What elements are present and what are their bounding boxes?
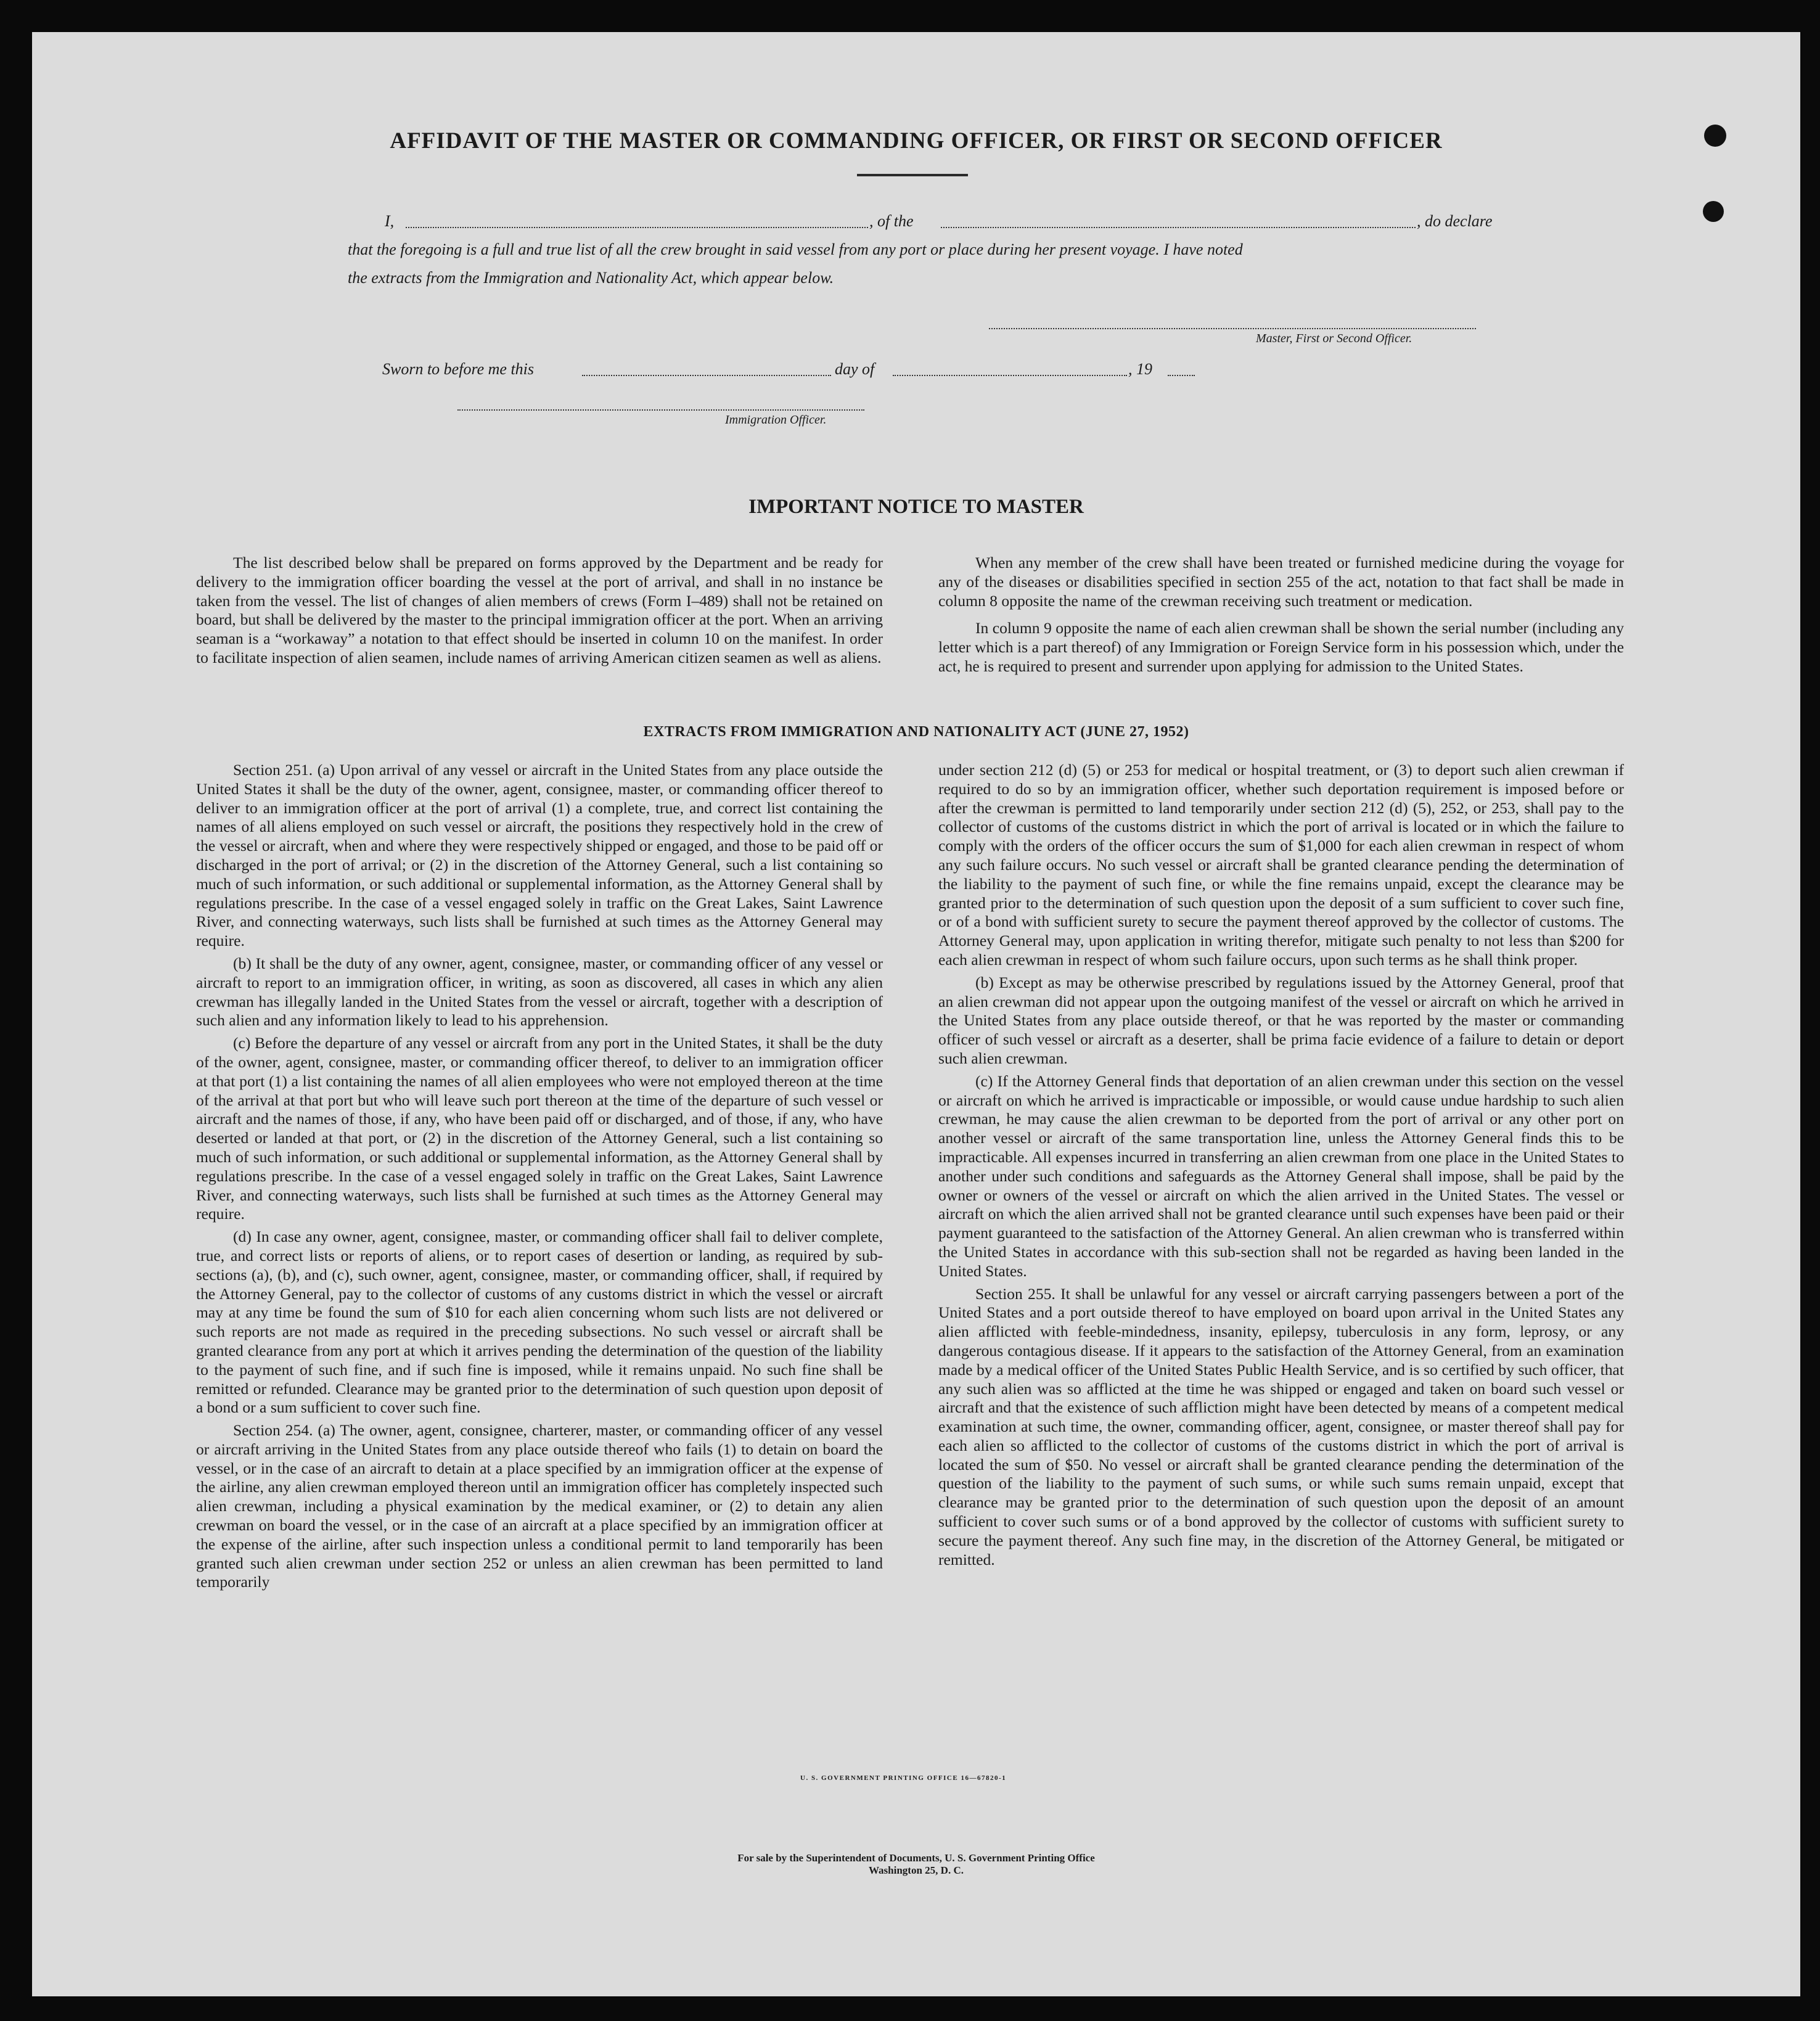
extracts-left-column [196, 761, 883, 1592]
day-of-label: day of [835, 360, 875, 378]
section-paragraph: under section 212 (d) (5) or 253 for medical or hospital treatment, or (3) to deport such alien crewman if required to do so by an immigration officer, whether such deportation requirement is imposed before or after the crewman is permitted to land temporarily under section 212 (d) (5), 252, or 253, shall pay to the collector of customs of the customs district in which the port of arrival is located or in which the failure to comply with the orders of the officer occurs the sum of $1,000 for each alien crewman in respect of whom any such failure occurs. No such vessel or aircraft shall be granted clearance pending the determination of the liability to the payment of such fine, or while the fine remains unpaid, except the clearance may be granted prior to the determination of such question upon the deposit of a sum sufficient to cover such fine, or of a bond with sufficient surety to secure the payment thereof approved by the collector of customs. The Attorney General may, upon application in writing therefor, mitigate such penalty to not less than $200 for each alien crewman in respect of whom such failure occurs, upon such terms as he shall think proper. [938, 761, 1624, 969]
affidavit-title: AFFIDAVIT OF THE MASTER OR COMMANDING OFFICER, OR FIRST OR SECOND OFFICER [390, 128, 1443, 154]
declaration-text-2: the extracts from the Immigration and Nationality Act, which appear below. [348, 269, 834, 287]
sale-line-1: For sale by the Superintendent of Documents, U. S. Government Printing Office [737, 1852, 1095, 1864]
year-label: , 19 [1128, 360, 1152, 378]
section-paragraph: Section 254. (a) The owner, agent, consignee, charterer, master, or commanding officer of any vessel or aircraft arriving in the United States from any place outside thereof who fails (1) to detain on board the vessel, or in the case of an aircraft to detain at a place specified by an immigration officer at the expense of the airline, any alien crewman employed thereon until an immigration officer has completely inspected such alien crewman, including a physical examination by the medical examiner, or (2) to detain any alien crewman on board the vessel, or in the case of an aircraft at a place specified by an immigration officer at the expense of the airline, after such inspection unless a conditional permit to land temporarily has been granted such alien crewman under section 252 or unless an alien crewman has been permitted to land temporarily [196, 1421, 883, 1591]
year-blank[interactable] [1168, 375, 1195, 376]
section-paragraph: (c) If the Attorney General finds that deportation of an alien crewman under this section on the vessel or aircraft on which he arrived is impracticable or impossible, or would cause undue hardship to such alien crewman, he may cause the alien crewman to be deported from the port of arrival or any other port on another vessel or aircraft of the same transportation line, unless the Attorney General finds this to be impracticable. All expenses incurred in transferring an alien crewman from one place in the United States to another under such conditions and safeguards as the Attorney General shall impose, shall be paid by the owner or owners of the vessel or aircraft on which the alien arrived in the United States. The vessel or aircraft on which the alien arrived shall not be granted clearance until such expenses have been paid or their payment guaranteed to the satisfaction of the Attorney General. An alien crewman who is transferred within the United States in accordance with this sub-section shall not be regarded as having been landed in the United States. [938, 1072, 1624, 1280]
declaration-text: that the foregoing is a full and true list of all the crew brought in said vessel from any port or place during her present voyage. I have noted [348, 240, 1243, 258]
section-paragraph: (d) In case any owner, agent, consignee, master, or commanding officer shall fail to deliver complete, true, and correct lists or reports of aliens, or to report cases of desertion or landing, as required by sub-sections (a), (b), and (c), such owner, agent, consignee, master, or commanding officer, shall, if required by the Attorney General, pay to the collector of customs of any customs district in which the vessel or aircraft may at any time be found the sum of $10 for each alien concerning whom such lists are not delivered or such reports are not made as required in the preceding subsections. No such vessel or aircraft shall be granted clearance from any port at which it arrives pending the determination of the question of the liability to the payment of such fine, and if such fine is imposed, while it remains unpaid. No such fine shall be remitted or refunded. Clearance may be granted prior to the determination of such question upon deposit of a bond or a sum sufficient to cover such fine. [196, 1228, 883, 1417]
officer-signature-line[interactable] [457, 409, 864, 411]
sale-line-2: Washington 25, D. C. [869, 1864, 964, 1876]
section-paragraph: (c) Before the departure of any vessel or aircraft from any port in the United States, it shall be the duty of the owner, agent, consignee, master, or commanding officer thereof, to deliver to an immigration officer at that port (1) a list containing the names of all alien employees who were not employed thereon at the time of the arrival at that port but who will leave such port thereon at the time of the departure of such vessel or aircraft and the names of those, if any, who have been paid off or discharged, and of those, if any, who have deserted or landed at that port, or (2) in the discretion of the Attorney General, such a list containing so much of such information, or such additional or supplemental information, as the Attorney General shall by regulations prescribe. In the case of a vessel engaged solely in traffic on the Great Lakes, Saint Lawrence River, and connecting waterways, such lists shall be furnished at such times as the Attorney General may require. [196, 1034, 883, 1223]
title-rule [857, 174, 968, 176]
section-paragraph: Section 255. It shall be unlawful for any vessel or aircraft carrying passengers between a port of the United States and a port outside thereof to have employed on board upon arrival in the United States any alien afflicted with feeble-mindedness, insanity, epilepsy, tuberculosis in any form, leprosy, or any dangerous contagious disease. If it appears to the satisfaction of the Attorney General, from an examination made by a medical officer of the United States Public Health Service, and is so certified by such officer, that any such alien was so afflicted at the time he was shipped or engaged and taken on board such vessel or aircraft and that the existence of such affliction might have been detected by means of a competent medical examination at such time, the owner, commanding officer, agent, consignee, or master thereof shall pay for each alien so afflicted to the collector of customs of the customs district in which the port of arrival is located the sum of $50. No vessel or aircraft shall be granted clearance pending the determination of the question of the liability to the payment of such sums, or while such sums remain unpaid, except that clearance may be granted prior to the determination of such question upon the deposit of an amount sufficient to cover such sums or of a bond approved by the collector of customs with sufficient surety to secure the payment thereof. Any such fine may, in the discretion of the Attorney General, be mitigated or remitted. [938, 1284, 1624, 1568]
gpo-imprint: U. S. GOVERNMENT PRINTING OFFICE 16—67820-1 [800, 1774, 1007, 1782]
declare-i: I, [385, 212, 395, 230]
notice-left-column [196, 554, 883, 668]
ink-blot [1703, 201, 1724, 222]
section-paragraph: (b) It shall be the duty of any owner, agent, consignee, master, or commanding officer of any vessel or aircraft to report to an immigration officer, in writing, as soon as discovered, all cases in which any alien crewman has illegally landed in the United States from the vessel or aircraft, together with a description of such alien and any information likely to lead to his apprehension. [196, 954, 883, 1030]
sworn-month-blank[interactable] [893, 375, 1127, 376]
name-blank[interactable] [406, 227, 868, 228]
notice-title: IMPORTANT NOTICE TO MASTER [748, 496, 1084, 518]
section-paragraph: (b) Except as may be otherwise prescribed by regulations issued by the Attorney General, proof that an alien crewman did not appear upon the outgoing manifest of the vessel or aircraft on which he arrived in the United States from any place outside thereof, or that he was reported by the master or commanding officer of such vessel or aircraft as a deserter, shall be prima facie evidence of a failure to detain or deport such alien crewman. [938, 973, 1624, 1067]
notice-paragraph: The list described below shall be prepared on forms approved by the Department and be ready for delivery to the immigration officer boarding the vessel at the port of arrival, and shall in no instance be taken from the vessel. The list of changes of alien members of crews (Form I–489) shall not be retained on board, but shall be delivered by the master to the principal immigration officer at the port. When an arriving seaman is a “workaway” a notation to that effect should be inserted in column 10 on the manifest. In order to facilitate inspection of alien seamen, include names of arriving American citizen seamen as well as aliens. [196, 554, 883, 666]
extracts-right-column [938, 761, 1624, 1569]
sale-notice [32, 1852, 1800, 1877]
notice-paragraph: When any member of the crew shall have been treated or furnished medicine during the voyage for any of the diseases or disabilities specified in section 255 of the act, notation to that fact shall be made in column 8 opposite the name of the crewman receiving such treatment or medication. [938, 554, 1624, 610]
sworn-label: Sworn to before me this [382, 360, 535, 378]
section-paragraph: Section 251. (a) Upon arrival of any vessel or aircraft in the United States from any place outside the United States it shall be the duty of the owner, agent, consignee, master, or commanding officer thereof to deliver to an immigration officer at the port of arrival (1) a complete, true, and correct list containing the names of all aliens employed on such vessel or aircraft, the positions they respectively hold in the crew of the vessel or aircraft, when and where they were respectively shipped or engaged, and those to be paid off or discharged in the port of arrival; or (2) in the discretion of the Attorney General, such a list containing so much of such information, or such additional or supplemental information, as the Attorney General shall by regulations prescribe. In the case of a vessel engaged solely in traffic on the Great Lakes, Saint Lawrence River, and connecting waterways, such lists shall be furnished at such times as the Attorney General may require. [196, 761, 883, 950]
sworn-day-blank[interactable] [582, 375, 831, 376]
of-the-label: , of the [869, 212, 914, 230]
declare-label: , do declare [1417, 212, 1493, 230]
officer-label: Immigration Officer. [725, 413, 827, 427]
notice-right-column [938, 554, 1624, 676]
extracts-title: EXTRACTS FROM IMMIGRATION AND NATIONALITY ACT (JUNE 27, 1952) [643, 724, 1189, 740]
master-signature-line[interactable] [989, 328, 1476, 329]
vessel-blank[interactable] [941, 227, 1416, 228]
notice-paragraph: In column 9 opposite the name of each alien crewman shall be shown the serial number (including any letter which is a part thereof) of any Immigration or Foreign Service form in his possession which, under the act, he is required to present and surrender upon applying for admission to the United States. [938, 619, 1624, 675]
master-label: Master, First or Second Officer. [1256, 332, 1412, 345]
form-page [32, 32, 1800, 1996]
